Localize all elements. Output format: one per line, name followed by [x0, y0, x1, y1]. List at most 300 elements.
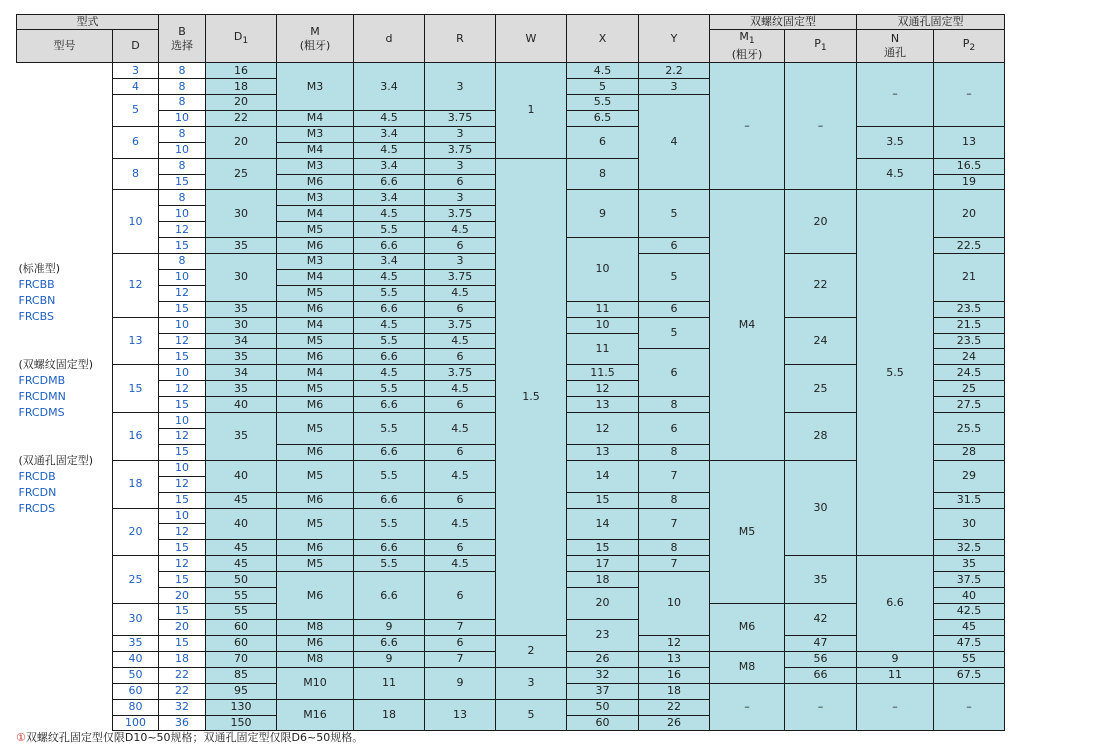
- cell-m: M4: [277, 317, 354, 333]
- cell-n: 6.6: [857, 556, 934, 652]
- cell-m: M3: [277, 158, 354, 174]
- cell-d1: 70: [206, 651, 277, 667]
- cell-d-small: 6.6: [354, 572, 425, 620]
- cell-p2: 24.5: [934, 365, 1005, 381]
- cell-n: –: [857, 683, 934, 731]
- cell-b-select: 20: [159, 619, 206, 635]
- cell-p2: 67.5: [934, 667, 1005, 683]
- cell-m: M6: [277, 397, 354, 413]
- cell-p2: –: [934, 63, 1005, 127]
- model-code: FRCBN: [18, 294, 56, 308]
- cell-d-small: 6.6: [354, 349, 425, 365]
- cell-m: M6: [277, 174, 354, 190]
- cell-d: 18: [113, 460, 159, 508]
- cell-r: 3.75: [425, 110, 496, 126]
- cell-d: 60: [113, 683, 159, 699]
- cell-d-small: 6.6: [354, 238, 425, 254]
- cell-d1: 45: [206, 556, 277, 572]
- cell-b-select: 10: [159, 317, 206, 333]
- table-row: [17, 63, 1005, 79]
- cell-r: 4.5: [425, 222, 496, 238]
- cell-b-select: 8: [159, 190, 206, 206]
- cell-m: M5: [277, 460, 354, 492]
- cell-d-small: 18: [354, 699, 425, 731]
- cell-x: 14: [567, 508, 639, 540]
- cell-r: 6: [425, 492, 496, 508]
- cell-d1: 55: [206, 588, 277, 604]
- model-code: FRCDN: [18, 486, 57, 500]
- table-row: [17, 635, 1005, 651]
- cell-d: 8: [113, 158, 159, 190]
- header-d: d: [354, 15, 425, 63]
- cell-r: 7: [425, 619, 496, 635]
- cell-d-small: 11: [354, 667, 425, 699]
- cell-b-select: 10: [159, 508, 206, 524]
- cell-m: M6: [277, 540, 354, 556]
- cell-p2: 40: [934, 588, 1005, 604]
- cell-b-select: 18: [159, 651, 206, 667]
- cell-b-select: 15: [159, 397, 206, 413]
- cell-p1: 35: [785, 556, 857, 604]
- cell-p2: –: [934, 683, 1005, 731]
- cell-y: 5: [639, 317, 710, 349]
- cell-d1: 130: [206, 699, 277, 715]
- cell-r: 4.5: [425, 381, 496, 397]
- cell-r: 6: [425, 572, 496, 620]
- cell-d1: 25: [206, 158, 277, 190]
- cell-d-small: 6.6: [354, 444, 425, 460]
- cell-n: 9: [857, 651, 934, 667]
- header-w: W: [496, 15, 567, 63]
- cell-m1: M5: [710, 460, 785, 603]
- cell-d1: 60: [206, 635, 277, 651]
- cell-y: 7: [639, 556, 710, 572]
- footnote-text: 双螺纹孔固定型仅限D10~50规格；双通孔固定型仅限D6~50规格。: [25, 731, 364, 744]
- header-x: X: [567, 15, 639, 63]
- cell-x: 15: [567, 492, 639, 508]
- cell-y: 8: [639, 540, 710, 556]
- model-group: [19, 357, 94, 421]
- cell-p1: 22: [785, 254, 857, 318]
- model-code: FRCBB: [18, 278, 55, 292]
- header-p2: $P_2$: [934, 30, 1005, 63]
- cell-r: 3: [425, 126, 496, 142]
- cell-b-select: 12: [159, 476, 206, 492]
- cell-y: 10: [639, 572, 710, 636]
- cell-m1: –: [710, 63, 785, 190]
- cell-x: 6.5: [567, 110, 639, 126]
- cell-p2: 25: [934, 381, 1005, 397]
- cell-d1: 35: [206, 238, 277, 254]
- cell-d: 13: [113, 317, 159, 365]
- cell-b-select: 36: [159, 715, 206, 731]
- cell-x: 6: [567, 126, 639, 158]
- cell-b-select: 8: [159, 63, 206, 79]
- cell-d1: 95: [206, 683, 277, 699]
- cell-b-select: 10: [159, 142, 206, 158]
- cell-m: M8: [277, 619, 354, 635]
- header-d1: $D_1$: [206, 15, 277, 63]
- cell-x: 15: [567, 540, 639, 556]
- cell-x: 11: [567, 333, 639, 365]
- cell-d-small: 5.5: [354, 413, 425, 445]
- cell-y: 7: [639, 508, 710, 540]
- cell-p2: 45: [934, 619, 1005, 635]
- cell-p2: 29: [934, 460, 1005, 492]
- cell-d1: 30: [206, 254, 277, 302]
- cell-r: 3: [425, 190, 496, 206]
- cell-r: 3: [425, 63, 496, 111]
- cell-d-small: 3.4: [354, 254, 425, 270]
- cell-p2: 27.5: [934, 397, 1005, 413]
- cell-x: 50: [567, 699, 639, 715]
- cell-d-small: 5.5: [354, 333, 425, 349]
- cell-m: M4: [277, 269, 354, 285]
- cell-m1: –: [710, 683, 785, 731]
- cell-d: 12: [113, 254, 159, 318]
- cell-p2: 28: [934, 444, 1005, 460]
- cell-b-select: 22: [159, 683, 206, 699]
- table-row: [17, 158, 1005, 174]
- table-row: [17, 667, 1005, 683]
- model-group: [19, 261, 61, 325]
- cell-p1: –: [785, 683, 857, 731]
- cell-d-small: 5.5: [354, 508, 425, 540]
- cell-d-small: 5.5: [354, 381, 425, 397]
- cell-m: M6: [277, 301, 354, 317]
- model-code: FRCBS: [18, 310, 54, 324]
- cell-p2: 55: [934, 651, 1005, 667]
- cell-p2: 20: [934, 190, 1005, 238]
- cell-m: M10: [277, 667, 354, 699]
- cell-w: 3: [496, 667, 567, 699]
- cell-m: M5: [277, 413, 354, 445]
- footnote: [16, 729, 363, 745]
- cell-y: 6: [639, 301, 710, 317]
- cell-d-small: 6.6: [354, 301, 425, 317]
- cell-r: 7: [425, 651, 496, 667]
- cell-n: –: [857, 63, 934, 127]
- cell-d1: 40: [206, 397, 277, 413]
- model-label-column: [17, 63, 113, 731]
- cell-b-select: 12: [159, 524, 206, 540]
- cell-b-select: 15: [159, 635, 206, 651]
- model-category: (双通孔固定型): [18, 454, 94, 468]
- cell-y: 3: [639, 79, 710, 95]
- cell-r: 6: [425, 349, 496, 365]
- cell-p1: 42: [785, 603, 857, 635]
- cell-p1: 66: [785, 667, 857, 683]
- cell-b-select: 8: [159, 126, 206, 142]
- cell-p2: 23.5: [934, 333, 1005, 349]
- cell-x: 10: [567, 238, 639, 302]
- cell-r: 6: [425, 301, 496, 317]
- cell-p2: 37.5: [934, 572, 1005, 588]
- cell-p2: 47.5: [934, 635, 1005, 651]
- cell-d: 100: [113, 715, 159, 731]
- cell-m: M3: [277, 126, 354, 142]
- cell-d1: 30: [206, 190, 277, 238]
- cell-y: 6: [639, 413, 710, 445]
- cell-y: 8: [639, 397, 710, 413]
- cell-m: M4: [277, 365, 354, 381]
- cell-d-small: 3.4: [354, 190, 425, 206]
- cell-m: M5: [277, 333, 354, 349]
- cell-r: 3.75: [425, 317, 496, 333]
- cell-d1: 60: [206, 619, 277, 635]
- cell-r: 4.5: [425, 508, 496, 540]
- cell-r: 4.5: [425, 413, 496, 445]
- cell-m: M3: [277, 63, 354, 111]
- cell-d1: 45: [206, 540, 277, 556]
- cell-m: M4: [277, 110, 354, 126]
- model-category: (双螺纹固定型): [18, 358, 94, 372]
- cell-d: 10: [113, 190, 159, 254]
- cell-p1: 28: [785, 413, 857, 461]
- cell-x: 17: [567, 556, 639, 572]
- cell-x: 11: [567, 301, 639, 317]
- cell-w: 1.5: [496, 158, 567, 635]
- spec-table-body: [17, 63, 1005, 731]
- cell-p2: 42.5: [934, 603, 1005, 619]
- cell-b-select: 12: [159, 381, 206, 397]
- cell-d1: 40: [206, 460, 277, 492]
- model-category: (标准型): [18, 262, 61, 276]
- cell-d-small: 6.6: [354, 635, 425, 651]
- cell-p1: 47: [785, 635, 857, 651]
- cell-r: 6: [425, 397, 496, 413]
- cell-d: 80: [113, 699, 159, 715]
- cell-r: 3.75: [425, 269, 496, 285]
- cell-d: 30: [113, 603, 159, 635]
- cell-d-small: 4.5: [354, 142, 425, 158]
- cell-y: 5: [639, 254, 710, 302]
- cell-b-select: 22: [159, 667, 206, 683]
- cell-d-small: 6.6: [354, 540, 425, 556]
- cell-b-select: 8: [159, 158, 206, 174]
- cell-y: 6: [639, 349, 710, 397]
- header-y: Y: [639, 15, 710, 63]
- cell-y: 12: [639, 635, 710, 651]
- cell-x: 8: [567, 158, 639, 190]
- cell-r: 4.5: [425, 556, 496, 572]
- cell-x: 12: [567, 413, 639, 445]
- cell-b-select: 15: [159, 492, 206, 508]
- cell-b-select: 8: [159, 79, 206, 95]
- cell-r: 3.75: [425, 206, 496, 222]
- cell-x: 32: [567, 667, 639, 683]
- warning-icon: ①: [16, 731, 26, 744]
- cell-r: 6: [425, 635, 496, 651]
- cell-m: M8: [277, 651, 354, 667]
- cell-r: 6: [425, 540, 496, 556]
- cell-b-select: 10: [159, 269, 206, 285]
- cell-d-small: 4.5: [354, 269, 425, 285]
- cell-w: 5: [496, 699, 567, 731]
- cell-d1: 20: [206, 126, 277, 158]
- cell-d: 20: [113, 508, 159, 556]
- cell-d: 3: [113, 63, 159, 79]
- cell-r: 6: [425, 444, 496, 460]
- cell-m: M5: [277, 508, 354, 540]
- cell-p1: 20: [785, 190, 857, 254]
- cell-r: 6: [425, 238, 496, 254]
- cell-d1: 35: [206, 349, 277, 365]
- header-r: R: [425, 15, 496, 63]
- cell-b-select: 10: [159, 413, 206, 429]
- cell-d1: 35: [206, 381, 277, 397]
- model-code: FRCDMB: [18, 374, 66, 388]
- cell-w: 2: [496, 635, 567, 667]
- header-p1: $P_1$: [785, 30, 857, 63]
- cell-d1: 34: [206, 333, 277, 349]
- header-m1: $M_1$ (粗牙): [710, 30, 785, 63]
- cell-p2: 31.5: [934, 492, 1005, 508]
- cell-x: 10: [567, 317, 639, 333]
- cell-d-small: 5.5: [354, 460, 425, 492]
- cell-p2: 25.5: [934, 413, 1005, 445]
- cell-p1: –: [785, 63, 857, 190]
- cell-r: 6: [425, 174, 496, 190]
- cell-r: 3: [425, 158, 496, 174]
- cell-b-select: 12: [159, 333, 206, 349]
- cell-m: M6: [277, 238, 354, 254]
- cell-p1: 56: [785, 651, 857, 667]
- spec-table: [16, 14, 1005, 731]
- cell-b-select: 8: [159, 94, 206, 110]
- model-code: FRCDS: [18, 502, 56, 516]
- cell-m: M5: [277, 556, 354, 572]
- cell-d-small: 6.6: [354, 174, 425, 190]
- cell-p2: 16.5: [934, 158, 1005, 174]
- cell-y: 5: [639, 190, 710, 238]
- model-code: FRCDMN: [18, 390, 66, 404]
- cell-b-select: 10: [159, 460, 206, 476]
- cell-p2: 21.5: [934, 317, 1005, 333]
- cell-b-select: 15: [159, 540, 206, 556]
- cell-y: 4: [639, 94, 710, 189]
- cell-r: 4.5: [425, 460, 496, 492]
- cell-y: 8: [639, 492, 710, 508]
- cell-r: 9: [425, 667, 496, 699]
- cell-b-select: 12: [159, 556, 206, 572]
- cell-m: M6: [277, 349, 354, 365]
- cell-d-small: 4.5: [354, 206, 425, 222]
- cell-y: 26: [639, 715, 710, 731]
- cell-d-small: 9: [354, 651, 425, 667]
- cell-p2: 24: [934, 349, 1005, 365]
- cell-d: 15: [113, 365, 159, 413]
- cell-d1: 35: [206, 413, 277, 461]
- cell-d1: 85: [206, 667, 277, 683]
- cell-y: 22: [639, 699, 710, 715]
- cell-b-select: 8: [159, 254, 206, 270]
- cell-d-small: 5.5: [354, 222, 425, 238]
- cell-p2: 19: [934, 174, 1005, 190]
- cell-d: 50: [113, 667, 159, 683]
- cell-x: 4.5: [567, 63, 639, 79]
- cell-d-small: 4.5: [354, 365, 425, 381]
- cell-d-small: 5.5: [354, 285, 425, 301]
- cell-x: 9: [567, 190, 639, 238]
- cell-b-select: 15: [159, 238, 206, 254]
- cell-b-select: 15: [159, 349, 206, 365]
- cell-m1: M8: [710, 651, 785, 683]
- header-d-col: D: [113, 30, 159, 63]
- cell-b-select: 12: [159, 429, 206, 445]
- cell-p2: 32.5: [934, 540, 1005, 556]
- cell-b-select: 10: [159, 206, 206, 222]
- cell-w: 1: [496, 63, 567, 158]
- cell-x: 13: [567, 444, 639, 460]
- cell-p2: 21: [934, 254, 1005, 302]
- cell-d: 16: [113, 413, 159, 461]
- cell-m: M4: [277, 206, 354, 222]
- cell-x: 13: [567, 397, 639, 413]
- cell-d: 40: [113, 651, 159, 667]
- cell-d1: 150: [206, 715, 277, 731]
- cell-x: 11.5: [567, 365, 639, 381]
- cell-x: 14: [567, 460, 639, 492]
- cell-b-select: 12: [159, 222, 206, 238]
- cell-y: 6: [639, 238, 710, 254]
- cell-b-select: 10: [159, 110, 206, 126]
- cell-x: 60: [567, 715, 639, 731]
- cell-y: 18: [639, 683, 710, 699]
- cell-d: 4: [113, 79, 159, 95]
- spec-table-container: [16, 14, 1005, 731]
- cell-m: M16: [277, 699, 354, 731]
- cell-d1: 30: [206, 317, 277, 333]
- cell-d: 25: [113, 556, 159, 604]
- header-model: 型号: [17, 30, 113, 63]
- cell-x: 37: [567, 683, 639, 699]
- cell-n: 11: [857, 667, 934, 683]
- cell-y: 7: [639, 460, 710, 492]
- cell-d-small: 3.4: [354, 63, 425, 111]
- header-double-hole: 双通孔固定型: [857, 15, 1005, 30]
- cell-d-small: 5.5: [354, 556, 425, 572]
- model-code: FRCDB: [18, 470, 56, 484]
- cell-b-select: 15: [159, 603, 206, 619]
- cell-p2: 35: [934, 556, 1005, 572]
- cell-b-select: 10: [159, 365, 206, 381]
- cell-d1: 34: [206, 365, 277, 381]
- cell-m: M6: [277, 635, 354, 651]
- cell-b-select: 15: [159, 301, 206, 317]
- cell-b-select: 15: [159, 444, 206, 460]
- header-b-select: B 选择: [159, 15, 206, 63]
- cell-p2: 30: [934, 508, 1005, 540]
- cell-p2: 13: [934, 126, 1005, 158]
- cell-m: M5: [277, 222, 354, 238]
- cell-y: 2.2: [639, 63, 710, 79]
- model-group: [19, 453, 94, 517]
- cell-d1: 55: [206, 603, 277, 619]
- cell-b-select: 15: [159, 174, 206, 190]
- cell-x: 12: [567, 381, 639, 397]
- cell-r: 3.75: [425, 142, 496, 158]
- cell-m: M6: [277, 572, 354, 620]
- cell-d-small: 4.5: [354, 317, 425, 333]
- cell-m: M4: [277, 142, 354, 158]
- cell-x: 26: [567, 651, 639, 667]
- cell-m: M5: [277, 285, 354, 301]
- cell-p2: 22.5: [934, 238, 1005, 254]
- header-n: N 通孔: [857, 30, 934, 63]
- cell-m: M6: [277, 492, 354, 508]
- cell-d1: 20: [206, 94, 277, 110]
